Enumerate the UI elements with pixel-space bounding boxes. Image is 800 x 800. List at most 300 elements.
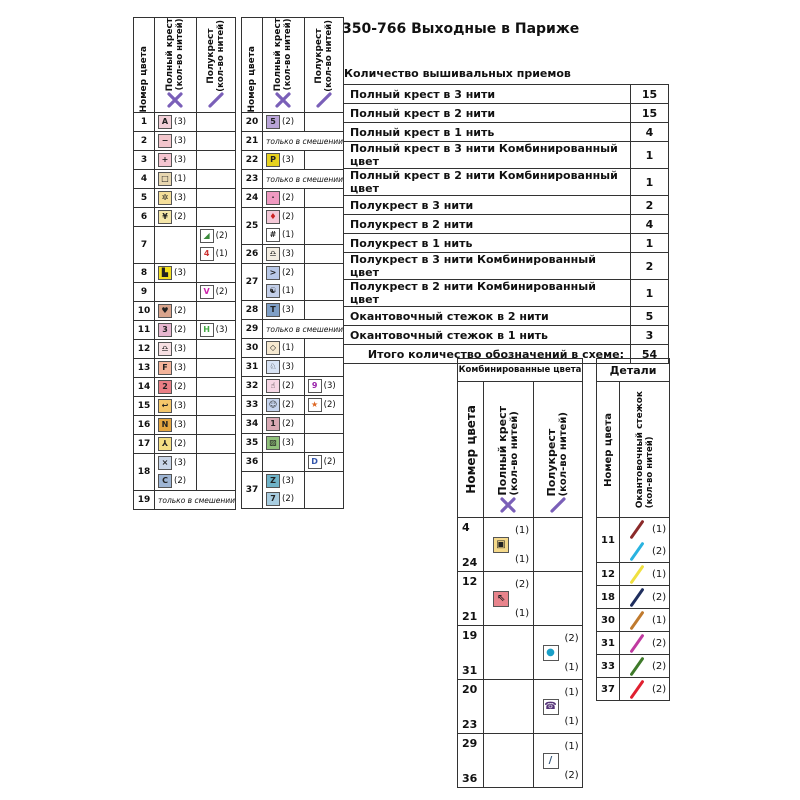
thread-count: (1) [564, 740, 579, 752]
color-number-pair [458, 734, 484, 788]
table-row [134, 321, 236, 340]
color-key-table-left [133, 17, 236, 510]
thread-count: (3) [174, 117, 187, 128]
summary-row [344, 123, 669, 142]
color-number: 16 [134, 416, 155, 435]
full-cross-cell [155, 416, 197, 435]
table-row [242, 264, 344, 301]
table-row [242, 170, 344, 189]
color-number: 13 [134, 359, 155, 378]
color-number-pair [458, 680, 484, 734]
full-cross-cell [155, 454, 197, 491]
half-cross-cell [304, 301, 343, 320]
full-cross-cell [155, 302, 197, 321]
thread-count: (2) [652, 545, 667, 557]
edge-stitch-line-icon [629, 656, 644, 676]
combined-row [458, 626, 583, 680]
details-row [597, 655, 670, 678]
thread-count: (2) [652, 660, 667, 672]
table-row [134, 397, 236, 416]
full-cross-label: Полный крест [273, 18, 284, 92]
summary-subtitle: Количество вышивальных приемов [344, 67, 571, 80]
stitch-symbol: ⅄ [158, 437, 172, 451]
table-row [134, 264, 236, 283]
summary-value: 1 [631, 234, 669, 253]
full-cross-cell [263, 415, 305, 434]
color-number: 31 [242, 358, 263, 377]
table-row [134, 113, 236, 132]
thread-count: (1) [215, 249, 228, 260]
thread-count: (1) [515, 553, 530, 565]
color-number: 34 [242, 415, 263, 434]
edge-stitch-line-icon [629, 541, 644, 561]
summary-label: Полный крест в 2 нити [344, 104, 631, 123]
half-cross-cell [196, 132, 235, 151]
number-header [134, 18, 155, 113]
stitch-summary-table [343, 84, 669, 364]
details-row [597, 632, 670, 655]
summary-value: 15 [631, 85, 669, 104]
full-cross-label: Полный крест [495, 406, 509, 496]
color-number: 27 [242, 264, 263, 301]
combined-caption: Комбинированные цвета [458, 359, 583, 382]
half-cross-cell [533, 680, 583, 734]
half-cross-cell [196, 283, 235, 302]
edge-stitch-cell [620, 609, 670, 632]
stitch-symbol: ▙ [158, 266, 172, 280]
full-cross-label: Полный крест [165, 18, 176, 92]
stitch-symbol: 3 [158, 323, 172, 337]
table-row [134, 208, 236, 227]
stitch-symbol: ⇖ [493, 591, 509, 607]
number-header-text: Номер цвета [139, 45, 149, 113]
full-cross-cell [155, 397, 197, 416]
half-cross-cell [196, 435, 235, 454]
summary-row [344, 307, 669, 326]
thread-count: (3) [174, 420, 187, 431]
thread-count: (2) [174, 476, 187, 487]
table-row [242, 132, 344, 151]
summary-label: Полукрест в 1 нить [344, 234, 631, 253]
full-cross-cell [155, 435, 197, 454]
color-number: 6 [134, 208, 155, 227]
color-number: 3 [134, 151, 155, 170]
summary-row [344, 85, 669, 104]
stitch-symbol: ♘ [266, 360, 280, 374]
half-cross-cell [304, 208, 343, 245]
color-number: 23 [462, 717, 478, 731]
stitch-symbol: ▨ [266, 436, 280, 450]
summary-label: Полукрест в 2 нити Комбинированный цвет [344, 280, 631, 307]
half-cross-cell [304, 396, 343, 415]
table-row [242, 434, 344, 453]
half-cross-cell [196, 321, 235, 340]
half-cross-cell [196, 302, 235, 321]
summary-row [344, 196, 669, 215]
full-cross-cell [263, 453, 305, 472]
mix-only-text: только в смешении [158, 495, 236, 505]
table-row [242, 208, 344, 245]
table-row [242, 453, 344, 472]
stitch-symbol: ◢ [200, 229, 214, 243]
full-cross-cell [484, 626, 533, 680]
color-number: 33 [242, 396, 263, 415]
half-cross-cell [196, 340, 235, 359]
color-number: 4 [134, 170, 155, 189]
color-number: 30 [597, 609, 620, 632]
table-row [242, 113, 344, 132]
stitch-symbol: N [158, 418, 172, 432]
table-row [134, 340, 236, 359]
edge-stitch-line-icon [629, 564, 644, 584]
thread-count: (2) [282, 212, 295, 223]
thread-count: (2) [515, 578, 530, 590]
number-header-text: Номер цвета [602, 412, 614, 487]
summary-value: 5 [631, 307, 669, 326]
stitch-symbol: ◇ [266, 341, 280, 355]
half-cross-cell [196, 397, 235, 416]
half-cross-cell [304, 377, 343, 396]
full-cross-icon [166, 91, 184, 112]
color-number: 12 [134, 340, 155, 359]
stitch-symbol: 1 [266, 417, 280, 431]
table-row [242, 301, 344, 320]
stitch-symbol: > [266, 266, 280, 280]
table-row [134, 435, 236, 454]
combined-row [458, 734, 583, 788]
stitch-symbol: ☯ [266, 284, 280, 298]
table-row [134, 378, 236, 397]
color-number: 2 [134, 132, 155, 151]
thread-count: (1) [564, 661, 579, 673]
summary-value: 2 [631, 196, 669, 215]
color-number: 12 [597, 563, 620, 586]
full-cross-cell [484, 734, 533, 788]
half-cross-cell [533, 626, 583, 680]
stitch-symbol: V [200, 285, 214, 299]
summary-row [344, 169, 669, 196]
thread-count: (2) [282, 419, 295, 430]
summary-value: 1 [631, 169, 669, 196]
full-cross-icon [499, 496, 517, 517]
half-cross-cell [196, 170, 235, 189]
number-header [597, 382, 620, 518]
stitch-symbol: · [266, 191, 280, 205]
color-number: 30 [242, 339, 263, 358]
half-cross-cell [304, 358, 343, 377]
stitch-symbol: ✲ [158, 191, 172, 205]
full-cross-cell [263, 301, 305, 320]
stitch-symbol: − [158, 134, 172, 148]
half-cross-cell [304, 245, 343, 264]
thread-count: (1) [282, 230, 295, 241]
summary-row [344, 280, 669, 307]
full-cross-cell [155, 189, 197, 208]
details-caption: Детали [597, 359, 670, 382]
thread-count: (2) [215, 287, 228, 298]
full-cross-cell [263, 264, 305, 301]
thread-count: (3) [282, 476, 295, 487]
color-number: 4 [462, 520, 470, 534]
full-cross-cell [155, 321, 197, 340]
color-number: 24 [242, 189, 263, 208]
mix-only-note [263, 132, 344, 151]
thread-count: (3) [282, 249, 295, 260]
stitch-symbol: C [158, 474, 172, 488]
details-row [597, 518, 670, 563]
summary-value: 1 [631, 280, 669, 307]
summary-label: Итого количество обозначений в схеме: [344, 345, 631, 364]
half-cross-cell [533, 734, 583, 788]
full-cross-cell [484, 518, 533, 572]
summary-row [344, 215, 669, 234]
thread-count: (3) [215, 325, 228, 336]
stitch-symbol: ☎ [543, 699, 559, 715]
color-number-pair [458, 518, 484, 572]
color-number: 36 [242, 453, 263, 472]
stitch-symbol: # [266, 228, 280, 242]
threads-label: (кол-во нитей) [175, 18, 186, 91]
edge-stitch-header [620, 382, 670, 518]
stitch-symbol: × [158, 456, 172, 470]
full-cross-cell [155, 359, 197, 378]
stitch-symbol: H [200, 323, 214, 337]
color-number: 10 [134, 302, 155, 321]
color-number: 33 [597, 655, 620, 678]
full-cross-cell [263, 377, 305, 396]
color-number: 23 [242, 170, 263, 189]
half-cross-cell [196, 454, 235, 491]
summary-label: Окантовочный стежок в 1 нить [344, 326, 631, 345]
thread-count: (2) [323, 400, 336, 411]
color-number: 19 [462, 628, 478, 642]
thread-count: (3) [174, 268, 187, 279]
thread-count: (1) [652, 568, 667, 580]
table-row [134, 170, 236, 189]
full-cross-cell [155, 208, 197, 227]
table-row [242, 189, 344, 208]
summary-value: 1 [631, 142, 669, 169]
color-number: 21 [462, 609, 478, 623]
summary-label: Полный крест в 3 нити Комбинированный цвет [344, 142, 631, 169]
half-cross-icon [207, 91, 225, 112]
half-cross-label: Полукрест [313, 27, 324, 84]
color-number: 14 [134, 378, 155, 397]
table-row [134, 491, 236, 510]
half-cross-cell [196, 378, 235, 397]
thread-count: (2) [282, 117, 295, 128]
half-cross-cell [196, 227, 235, 264]
color-number: 20 [242, 113, 263, 132]
stitch-symbol: ☺ [266, 398, 280, 412]
thread-count: (1) [515, 524, 530, 536]
half-cross-icon [549, 496, 567, 517]
thread-count: (2) [282, 193, 295, 204]
stitch-symbol: A [158, 115, 172, 129]
half-cross-cell [533, 572, 583, 626]
full-cross-cell [155, 227, 197, 264]
full-cross-cell [263, 396, 305, 415]
stitch-symbol: D [308, 455, 322, 469]
thread-count: (3) [174, 136, 187, 147]
color-number: 17 [134, 435, 155, 454]
threads-label: (кол-во нитей) [323, 19, 334, 92]
full-cross-icon [274, 91, 292, 112]
full-cross-cell [263, 358, 305, 377]
color-number: 37 [242, 472, 263, 509]
half-cross-cell [533, 518, 583, 572]
color-number: 25 [242, 208, 263, 245]
thread-count: (2) [564, 769, 579, 781]
full-cross-cell [155, 283, 197, 302]
full-cross-cell [155, 340, 197, 359]
stitch-symbol: ↩ [158, 399, 172, 413]
half-cross-cell [304, 151, 343, 170]
threads-label: (кол-во нитей) [508, 411, 520, 496]
full-cross-cell [263, 472, 305, 509]
table-row [242, 245, 344, 264]
thread-count: (2) [215, 231, 228, 242]
thread-count: (2) [174, 325, 187, 336]
threads-label: (кол-во нитей) [283, 18, 294, 91]
thread-count: (3) [282, 362, 295, 373]
full-cross-cell [263, 434, 305, 453]
thread-count: (1) [174, 174, 187, 185]
stitch-symbol: T [266, 303, 280, 317]
color-number: 18 [134, 454, 155, 491]
color-number: 29 [242, 320, 263, 339]
thread-count: (3) [174, 193, 187, 204]
thread-count: (1) [515, 607, 530, 619]
combined-row [458, 518, 583, 572]
table-row [134, 227, 236, 264]
half-cross-icon [315, 91, 333, 112]
full-cross-cell [263, 113, 305, 132]
table-row [134, 302, 236, 321]
stitch-symbol: 2 [158, 380, 172, 394]
edge-stitch-cell [620, 586, 670, 609]
stitch-symbol: 4 [200, 247, 214, 261]
table-row [242, 320, 344, 339]
full-cross-cell [484, 680, 533, 734]
summary-label: Окантовочный стежок в 2 нити [344, 307, 631, 326]
summary-row [344, 253, 669, 280]
thread-count: (3) [323, 381, 336, 392]
color-number-pair [458, 572, 484, 626]
stitch-symbol: ¥ [158, 210, 172, 224]
full-cross-cell [263, 189, 305, 208]
half-cross-cell [304, 339, 343, 358]
color-number: 36 [462, 771, 478, 785]
stitch-symbol: ☝ [266, 379, 280, 393]
color-number: 35 [242, 434, 263, 453]
half-cross-label: Полукрест [205, 27, 216, 84]
color-number: 5 [134, 189, 155, 208]
table-row [134, 454, 236, 491]
table-row [242, 339, 344, 358]
color-number: 11 [134, 321, 155, 340]
color-number: 11 [597, 518, 620, 563]
half-cross-cell [196, 264, 235, 283]
thread-count: (2) [174, 439, 187, 450]
stitch-symbol: F [158, 361, 172, 375]
color-number: 24 [462, 555, 478, 569]
thread-count: (3) [282, 305, 295, 316]
details-table [596, 358, 670, 701]
edge-stitch-cell [620, 632, 670, 655]
summary-value: 54 [631, 345, 669, 364]
combined-row [458, 572, 583, 626]
full-cross-cell [155, 170, 197, 189]
stitch-symbol: ★ [308, 398, 322, 412]
half-cross-cell [196, 359, 235, 378]
threads-label: (кол-во нитей) [558, 411, 570, 496]
thread-count: (3) [282, 438, 295, 449]
edge-stitch-line-icon [629, 679, 644, 699]
table-row [242, 151, 344, 170]
thread-count: (2) [652, 637, 667, 649]
full-cross-cell [155, 113, 197, 132]
stitch-symbol: ● [543, 645, 559, 661]
full-cross-cell [263, 245, 305, 264]
full-cross-cell [263, 208, 305, 245]
half-cross-cell [196, 113, 235, 132]
half-cross-header [304, 18, 343, 113]
full-cross-header [263, 18, 305, 113]
summary-row [344, 142, 669, 169]
summary-row [344, 234, 669, 253]
stitch-symbol: ♥ [158, 304, 172, 318]
summary-label: Полукрест в 3 нити Комбинированный цвет [344, 253, 631, 280]
color-number: 21 [242, 132, 263, 151]
thread-count: (2) [282, 494, 295, 505]
half-cross-cell [196, 189, 235, 208]
number-header [458, 382, 484, 518]
thread-count: (2) [652, 591, 667, 603]
stitch-symbol: ♎ [158, 342, 172, 356]
color-number: 1 [134, 113, 155, 132]
summary-value: 2 [631, 253, 669, 280]
summary-row [344, 326, 669, 345]
summary-value: 15 [631, 104, 669, 123]
color-number: 8 [134, 264, 155, 283]
mix-only-note [155, 491, 236, 510]
half-cross-cell [196, 416, 235, 435]
thread-count: (2) [282, 381, 295, 392]
table-row [242, 377, 344, 396]
summary-label: Полный крест в 3 нити [344, 85, 631, 104]
color-number: 32 [242, 377, 263, 396]
thread-count: (1) [652, 614, 667, 626]
table-row [134, 189, 236, 208]
stitch-symbol: ▣ [493, 537, 509, 553]
edge-stitch-cell [620, 518, 670, 563]
thread-count: (2) [174, 306, 187, 317]
half-cross-cell [304, 415, 343, 434]
thread-count: (2) [174, 212, 187, 223]
summary-row [344, 104, 669, 123]
thread-count: (2) [174, 382, 187, 393]
mix-only-text: только в смешении [266, 324, 344, 334]
half-cross-cell [304, 434, 343, 453]
full-cross-cell [155, 264, 197, 283]
color-number: 20 [462, 682, 478, 696]
mix-only-note [263, 320, 344, 339]
full-cross-cell [263, 151, 305, 170]
color-number: 7 [134, 227, 155, 264]
stitch-symbol: ♎ [266, 247, 280, 261]
threads-label: (кол-во нитей) [215, 19, 226, 92]
